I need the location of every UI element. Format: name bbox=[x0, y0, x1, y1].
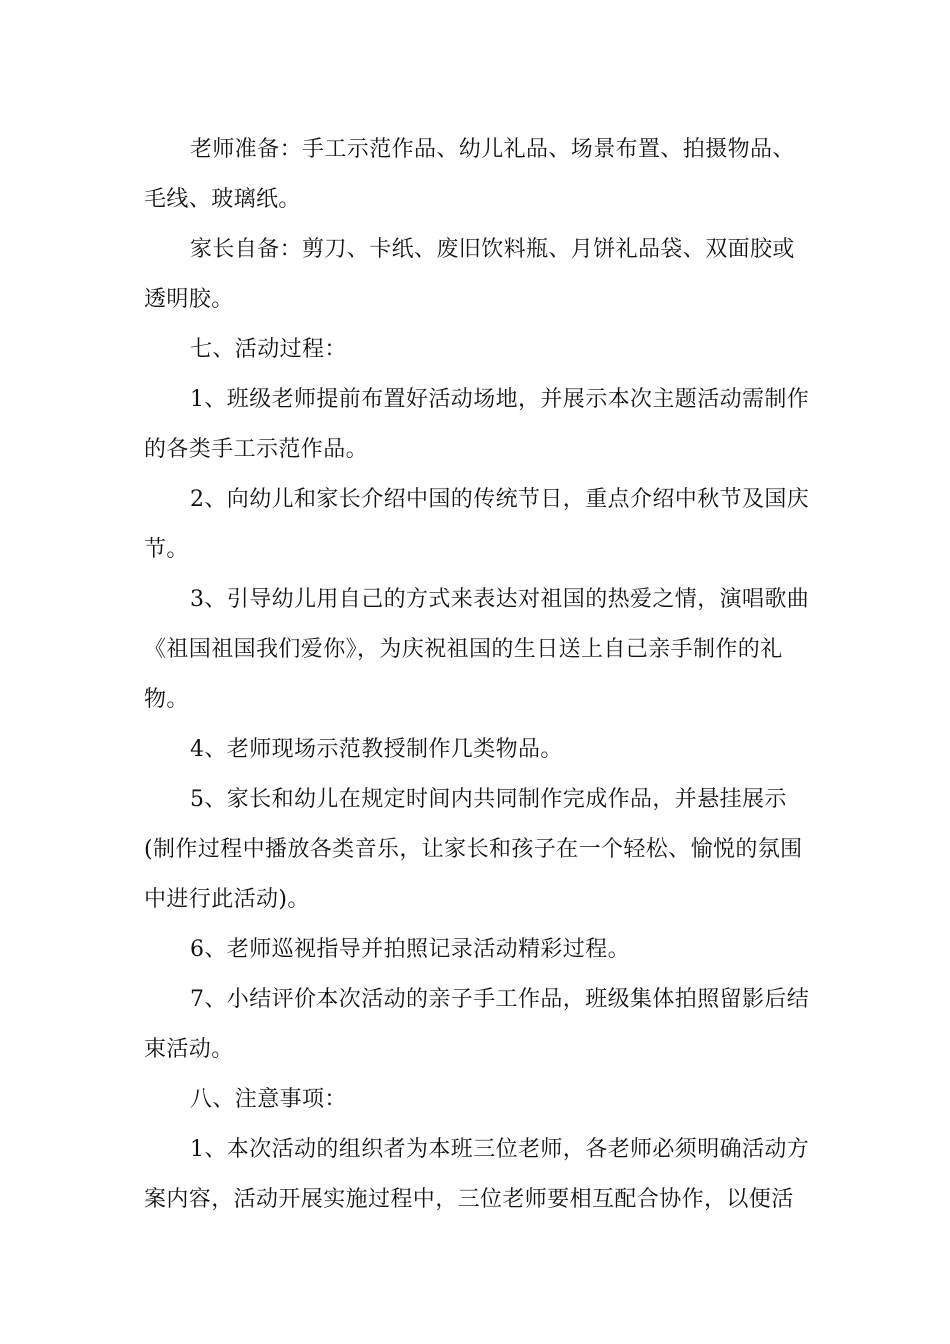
text-line-note-1-cont: 案内容，活动开展实施过程中，三位老师要相互配合协作，以便活 bbox=[144, 1187, 794, 1212]
section-heading-process: 七、活动过程： bbox=[190, 337, 347, 362]
text-line-step-5-end: 中进行此活动)。 bbox=[144, 887, 310, 912]
text-line-step-5: 5、家长和幼儿在规定时间内共同制作完成作品，并悬挂展示 bbox=[190, 787, 787, 812]
text-line-step-3-end: 物。 bbox=[144, 687, 189, 712]
text-line-note-1: 1、本次活动的组织者为本班三位老师，各老师必须明确活动方 bbox=[190, 1137, 810, 1162]
text-line-step-7-cont: 束活动。 bbox=[144, 1037, 234, 1062]
text-line-teacher-prep-cont: 毛线、玻璃纸。 bbox=[144, 187, 301, 212]
text-line-step-2-cont: 节。 bbox=[144, 537, 189, 562]
text-line-step-3: 3、引导幼儿用自己的方式来表达对祖国的热爱之情，演唱歌曲 bbox=[190, 587, 810, 612]
text-line-teacher-prep: 老师准备：手工示范作品、幼儿礼品、场景布置、拍摄物品、 bbox=[190, 137, 795, 162]
section-heading-notes: 八、注意事项： bbox=[190, 1087, 347, 1112]
text-line-parent-prep: 家长自备：剪刀、卡纸、废旧饮料瓶、月饼礼品袋、双面胶或 bbox=[190, 237, 795, 262]
text-line-step-1: 1、班级老师提前布置好活动场地，并展示本次主题活动需制作 bbox=[190, 387, 810, 412]
text-line-step-1-cont: 的各类手工示范作品。 bbox=[144, 437, 369, 462]
text-line-step-7: 7、小结评价本次活动的亲子手工作品，班级集体拍照留影后结 bbox=[190, 987, 810, 1012]
text-line-step-3-cont: 《祖国祖国我们爱你》，为庆祝祖国的生日送上自己亲手制作的礼 bbox=[144, 637, 783, 662]
text-line-step-4: 4、老师现场示范教授制作几类物品。 bbox=[190, 737, 563, 762]
text-line-step-5-cont: (制作过程中播放各类音乐，让家长和孩子在一个轻松、愉悦的氛围 bbox=[144, 837, 803, 862]
text-line-parent-prep-cont: 透明胶。 bbox=[144, 287, 234, 312]
text-line-step-6: 6、老师巡视指导并拍照记录活动精彩过程。 bbox=[190, 937, 630, 962]
text-line-step-2: 2、向幼儿和家长介绍中国的传统节日，重点介绍中秋节及国庆 bbox=[190, 487, 810, 512]
